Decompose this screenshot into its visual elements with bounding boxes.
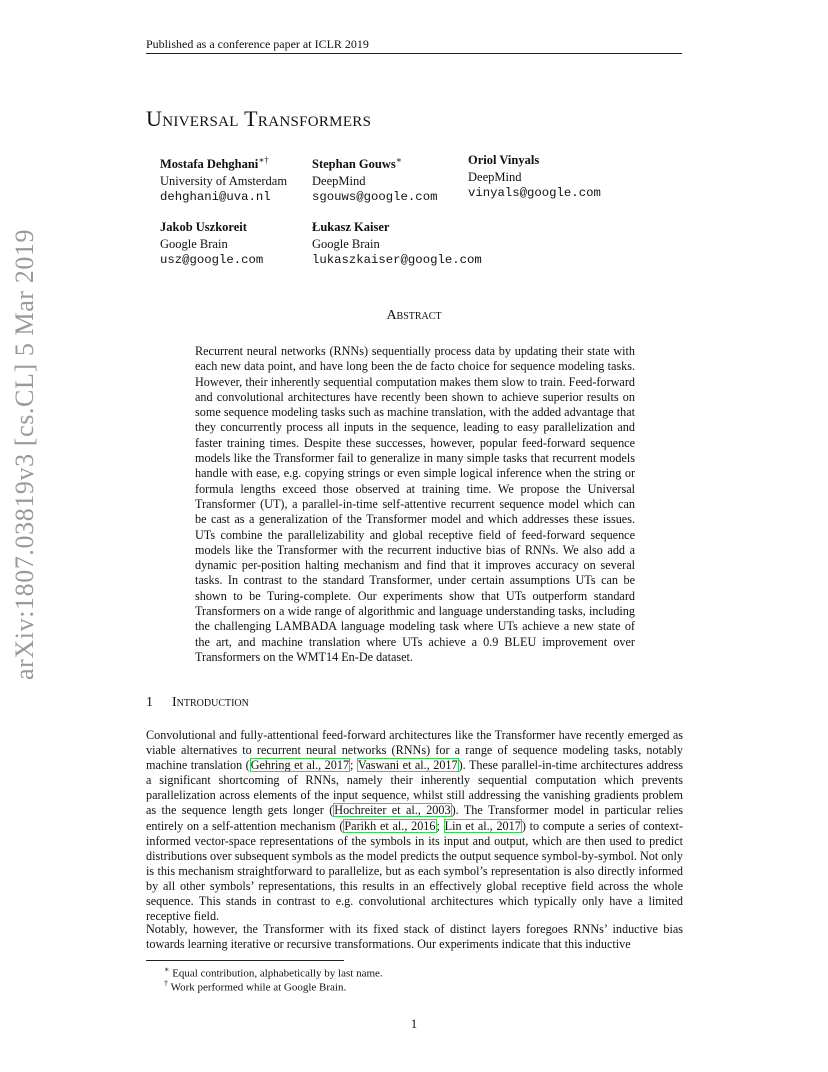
- author-mark: ∗: [395, 155, 402, 165]
- author-affiliation: University of Amsterdam: [160, 173, 288, 188]
- author-email[interactable]: lukaszkaiser@google.com: [312, 253, 482, 268]
- author-block: [312, 152, 437, 206]
- footnote: † Work performed while at Google Brain.: [164, 979, 347, 994]
- author-affiliation: DeepMind: [468, 169, 522, 184]
- author-name: Łukasz Kaiser: [312, 220, 390, 234]
- author-email[interactable]: usz@google.com: [160, 253, 264, 268]
- page-number: 1: [410, 1017, 418, 1031]
- citation-link[interactable]: Gehring et al., 2017: [250, 758, 350, 773]
- author-name: Mostafa Dehghani: [160, 157, 259, 172]
- intro-paragraph-1: Convolutional and fully-attentional feed-forward architectures like the Transformer have recently emerged as viable alternatives to recurrent neural networks (RNNs) for a range of sequence modeling tasks, notably machine translation (Gehring et al., 2017; Vaswani et al., 2017). These parallel-in-time architectures address a significant shortcoming of RNNs, namely their inherently sequential computation which prevents parallelization across elements of the input sequence, whilst still addressing the vanishing gradients problem as the sequence length gets longer (Hochreiter et al., 2003). The Transformer model in particular relies entirely on a self-attention mechanism (Parikh et al., 2016; Lin et al., 2017) to compute a series of context-informed vector-space representations of the symbols in its input and output, which are then used to predict distributions over subsequent symbols as the model predicts the output sequence symbol-by-symbol. Not only is this mechanism straightforward to parallelize, but as each symbol’s representation is also directly informed by all other symbols’ representations, this results in an effectively global receptive field across the whole sequence. This stands in contrast to e.g. convolutional architectures which typically only have a limited receptive field.: [146, 728, 684, 924]
- citation-link[interactable]: Lin et al., 2017: [444, 818, 521, 833]
- citation-link[interactable]: Parikh et al., 2016: [344, 818, 436, 833]
- author-name: Jakob Uszkoreit: [160, 220, 247, 234]
- footnote: ∗ Equal contribution, alphabetically by last name.: [164, 965, 383, 980]
- abstract-heading: Abstract: [386, 308, 442, 323]
- author-affiliation: DeepMind: [312, 173, 366, 188]
- footnote-rule: [146, 960, 344, 961]
- author-email[interactable]: dehghani@uva.nl: [160, 190, 271, 205]
- citation-link[interactable]: Hochreiter et al., 2003: [334, 803, 451, 818]
- author-affiliation: Google Brain: [312, 236, 380, 251]
- intro-paragraph-2: Notably, however, the Transformer with its fixed stack of distinct layers foregoes RNNs’ inductive bias towards learning iterative or recursive transformations. Our experiments indicate that this inductive: [146, 922, 683, 952]
- arxiv-identifier: arXiv:1807.03819v3 [cs.CL] 5 Mar 2019: [10, 228, 39, 680]
- author-affiliation: Google Brain: [160, 236, 228, 251]
- author-block: [468, 152, 601, 202]
- abstract-body: Recurrent neural networks (RNNs) sequentially process data by updating their state with each new data point, and have long been the de facto choice for sequence modeling tasks. However, their inherently sequential computation makes them slow to train. Feed-forward and convolutional architectures have recently been shown to achieve superior results on some sequence modeling tasks such as machine translation, with the added advantage that they concurrently process all inputs in the sequence, leading to easy parallelization and faster training times. Despite these successes, however, popular feed-forward sequence models like the Transformer fail to generalize in many simple tasks that recurrent models handle with ease, e.g. copying strings or even simple logical inference when the string or formula lengths exceed those observed at training time. We propose the Universal Transformer (UT), a parallel-in-time self-attentive recurrent sequence model which can be cast as a generalization of the Transformer model and which addresses these issues. UTs combine the parallelizability and global receptive field of feed-forward sequence models like the Transformer with the recurrent inductive bias of RNNs. We also add a dynamic per-position halting mechanism and find that it improves accuracy on several tasks. In contrast to the standard Transformer, under certain assumptions UTs can be shown to be Turing-complete. Our experiments show that UTs outperform standard Transformers on a wide range of algorithmic and language understanding tasks, including the challenging LAMBADA language modeling task where UTs achieve a new state of the art, and machine translation where UTs achieve a 0.9 BLEU improvement over Transformers on the WMT14 En-De dataset.: [195, 344, 635, 664]
- paper-title: Universal Transformers: [146, 106, 372, 131]
- author-name: Oriol Vinyals: [468, 153, 540, 167]
- author-block: [160, 152, 287, 206]
- author-block: [160, 219, 263, 269]
- author-name: Stephan Gouws: [312, 157, 396, 172]
- author-email[interactable]: sgouws@google.com: [312, 190, 438, 205]
- author-email[interactable]: vinyals@google.com: [468, 186, 601, 201]
- running-header: Published as a conference paper at ICLR 2019: [146, 37, 682, 54]
- section-title: Introduction: [172, 695, 249, 710]
- citation-link[interactable]: Vaswani et al., 2017: [357, 758, 458, 773]
- author-mark: ∗†: [258, 155, 269, 165]
- section-heading: [146, 695, 249, 711]
- section-number: 1: [146, 695, 153, 710]
- author-block: [312, 219, 482, 269]
